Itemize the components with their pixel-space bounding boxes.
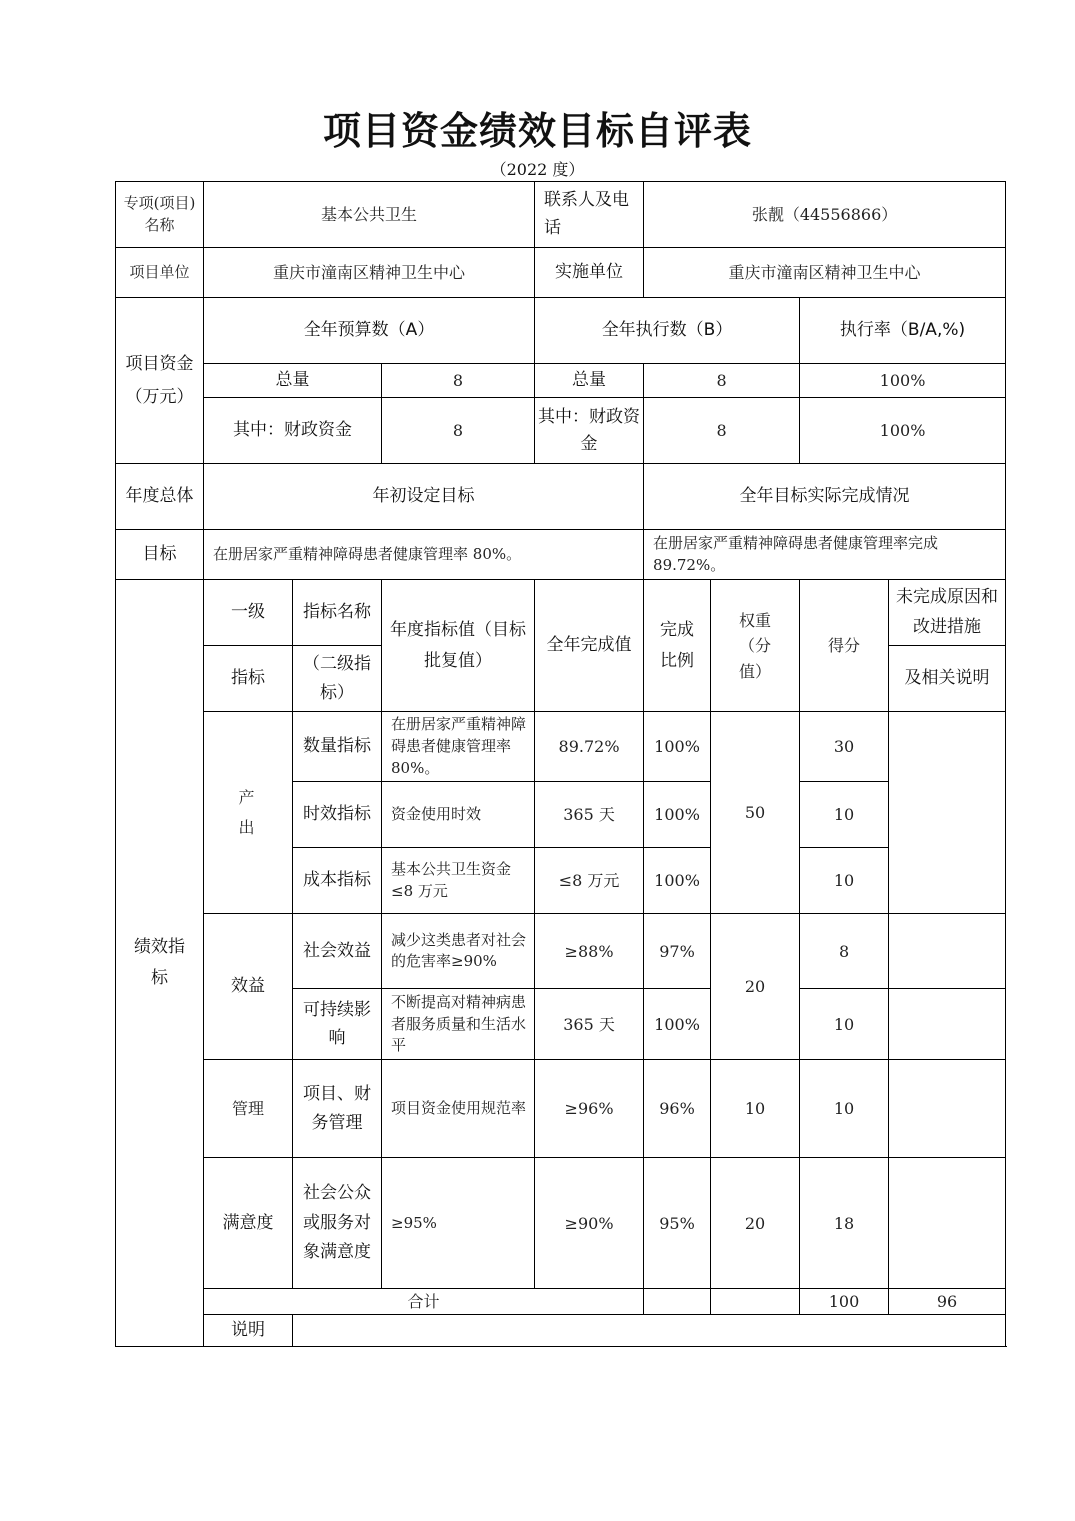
reason-header-bottom: 及相关说明 <box>889 646 1006 712</box>
unit-label: 项目单位 <box>116 248 204 298</box>
indicator-actual: 89.72% <box>535 712 644 782</box>
indicator-name: 社会公众或服务对象满意度 <box>293 1158 382 1289</box>
indicator-name: 成本指标 <box>293 848 382 914</box>
exec-header: 全年执行数（B） <box>535 298 800 364</box>
unit-value: 重庆市潼南区精神卫生中心 <box>204 248 535 298</box>
level1-header-top: 一级 <box>204 580 293 646</box>
level1-header-bottom: 指标 <box>204 646 293 712</box>
indicator-ratio: 100% <box>644 782 711 848</box>
year-label: （2022 度） <box>490 160 585 179</box>
management-reason <box>889 1060 1006 1158</box>
rate-header: 执行率（B/A,%) <box>800 298 1006 364</box>
indicator-target: 减少这类患者对社会的危害率≥90% <box>382 914 535 989</box>
impl-unit-value: 重庆市潼南区精神卫生中心 <box>644 248 1006 298</box>
indicator-target: ≥95% <box>382 1158 535 1289</box>
group-weight: 50 <box>711 712 800 914</box>
indicators-label <box>116 580 204 1347</box>
exec-fiscal-label: 其中：财政资金 <box>535 398 644 464</box>
budget-fiscal-value: 8 <box>382 398 535 464</box>
group-satisfaction: 满意度 <box>204 1158 293 1289</box>
indicator-actual: 365 天 <box>535 782 644 848</box>
indicators-label-text: 绩效指标 <box>134 937 185 989</box>
page-title: 项目资金绩效目标自评表 <box>322 108 752 153</box>
reason-header-top: 未完成原因和改进措施 <box>889 580 1006 646</box>
total-score: 96 <box>889 1289 1006 1315</box>
actual-goal-header: 全年目标实际完成情况 <box>644 464 1006 530</box>
budget-fiscal-label: 其中：财政资金 <box>204 398 382 464</box>
indicator-ratio: 95% <box>644 1158 711 1289</box>
target-header: 年度指标值（目标批复值） <box>382 580 535 712</box>
rate-total-value: 100% <box>800 364 1006 398</box>
indicator-ratio: 97% <box>644 914 711 989</box>
exec-fiscal-value: 8 <box>644 398 800 464</box>
project-name-label: 专项(项目)名称 <box>116 182 204 248</box>
ratio-header-text: 完成比例 <box>660 619 695 671</box>
group-weight: 10 <box>711 1060 800 1158</box>
exec-total-label: 总量 <box>535 364 644 398</box>
note-label: 说明 <box>204 1315 293 1347</box>
indicator-target: 基本公共卫生资金≤8 万元 <box>382 848 535 914</box>
weight-header-text: 权重（分值） <box>739 610 772 681</box>
group-output: 产 出 <box>204 712 293 914</box>
score-header: 得分 <box>800 580 889 712</box>
actual-goal-text: 在册居家严重精神障碍患者健康管理率完成 89.72%。 <box>644 530 1006 580</box>
note-value <box>293 1315 1006 1347</box>
group-weight: 20 <box>711 914 800 1060</box>
indicator-actual: ≥88% <box>535 914 644 989</box>
actual-header: 全年完成值 <box>535 580 644 712</box>
funds-label: 项目资金（万元） <box>116 298 204 464</box>
indicator-score: 8 <box>800 914 889 989</box>
initial-goal-header: 年初设定目标 <box>204 464 644 530</box>
indicator-name: 社会效益 <box>293 914 382 989</box>
budget-total-label: 总量 <box>204 364 382 398</box>
indicator-score: 10 <box>800 989 889 1060</box>
group-management: 管理 <box>204 1060 293 1158</box>
contact-value: 张靓（44556866） <box>644 182 1006 248</box>
indicator-actual: ≤8 万元 <box>535 848 644 914</box>
group-weight: 20 <box>711 1158 800 1289</box>
indicator-score: 18 <box>800 1158 889 1289</box>
indicator-score: 10 <box>800 848 889 914</box>
indicator-name: 时效指标 <box>293 782 382 848</box>
initial-goal-text: 在册居家严重精神障碍患者健康管理率 80%。 <box>204 530 644 580</box>
indicator-ratio: 100% <box>644 712 711 782</box>
indicator-ratio: 100% <box>644 848 711 914</box>
indicator-name: 项目、财务管理 <box>293 1060 382 1158</box>
indicator-ratio: 96% <box>644 1060 711 1158</box>
impl-unit-label: 实施单位 <box>535 248 644 298</box>
satisfaction-reason <box>889 1158 1006 1289</box>
project-name-value: 基本公共卫生 <box>204 182 535 248</box>
goals-label-bottom: 目标 <box>116 530 204 580</box>
ratio-header <box>644 580 711 712</box>
output-reason <box>889 712 1006 914</box>
rate-fiscal-value: 100% <box>800 398 1006 464</box>
indicator-target: 项目资金使用规范率 <box>382 1060 535 1158</box>
goals-label-top: 年度总体 <box>116 464 204 530</box>
budget-header: 全年预算数（A） <box>204 298 535 364</box>
indicator-score: 30 <box>800 712 889 782</box>
group-benefit: 效益 <box>204 914 293 1060</box>
performance-table <box>115 181 1006 1347</box>
indicator-actual: 365 天 <box>535 989 644 1060</box>
level2-header-bottom: （二级指标） <box>293 646 382 712</box>
indicator-target: 在册居家严重精神障碍患者健康管理率 80%。 <box>382 712 535 782</box>
indicator-score: 10 <box>800 1060 889 1158</box>
indicator-target: 资金使用时效 <box>382 782 535 848</box>
contact-label: 联系人及电话 <box>535 182 644 248</box>
benefit-reason <box>889 914 1006 989</box>
weight-header <box>711 580 800 712</box>
exec-total-value: 8 <box>644 364 800 398</box>
total-ratio <box>711 1289 800 1315</box>
budget-total-value: 8 <box>382 364 535 398</box>
level2-header-top: 指标名称 <box>293 580 382 646</box>
benefit-reason <box>889 989 1006 1060</box>
indicator-target: 不断提高对精神病患者服务质量和生活水平 <box>382 989 535 1060</box>
total-actual <box>644 1289 711 1315</box>
indicator-actual: ≥96% <box>535 1060 644 1158</box>
indicator-score: 10 <box>800 782 889 848</box>
total-weight: 100 <box>800 1289 889 1315</box>
indicator-ratio: 100% <box>644 989 711 1060</box>
indicator-name: 数量指标 <box>293 712 382 782</box>
indicator-actual: ≥90% <box>535 1158 644 1289</box>
indicator-name: 可持续影响 <box>293 989 382 1060</box>
total-label: 合计 <box>204 1289 644 1315</box>
